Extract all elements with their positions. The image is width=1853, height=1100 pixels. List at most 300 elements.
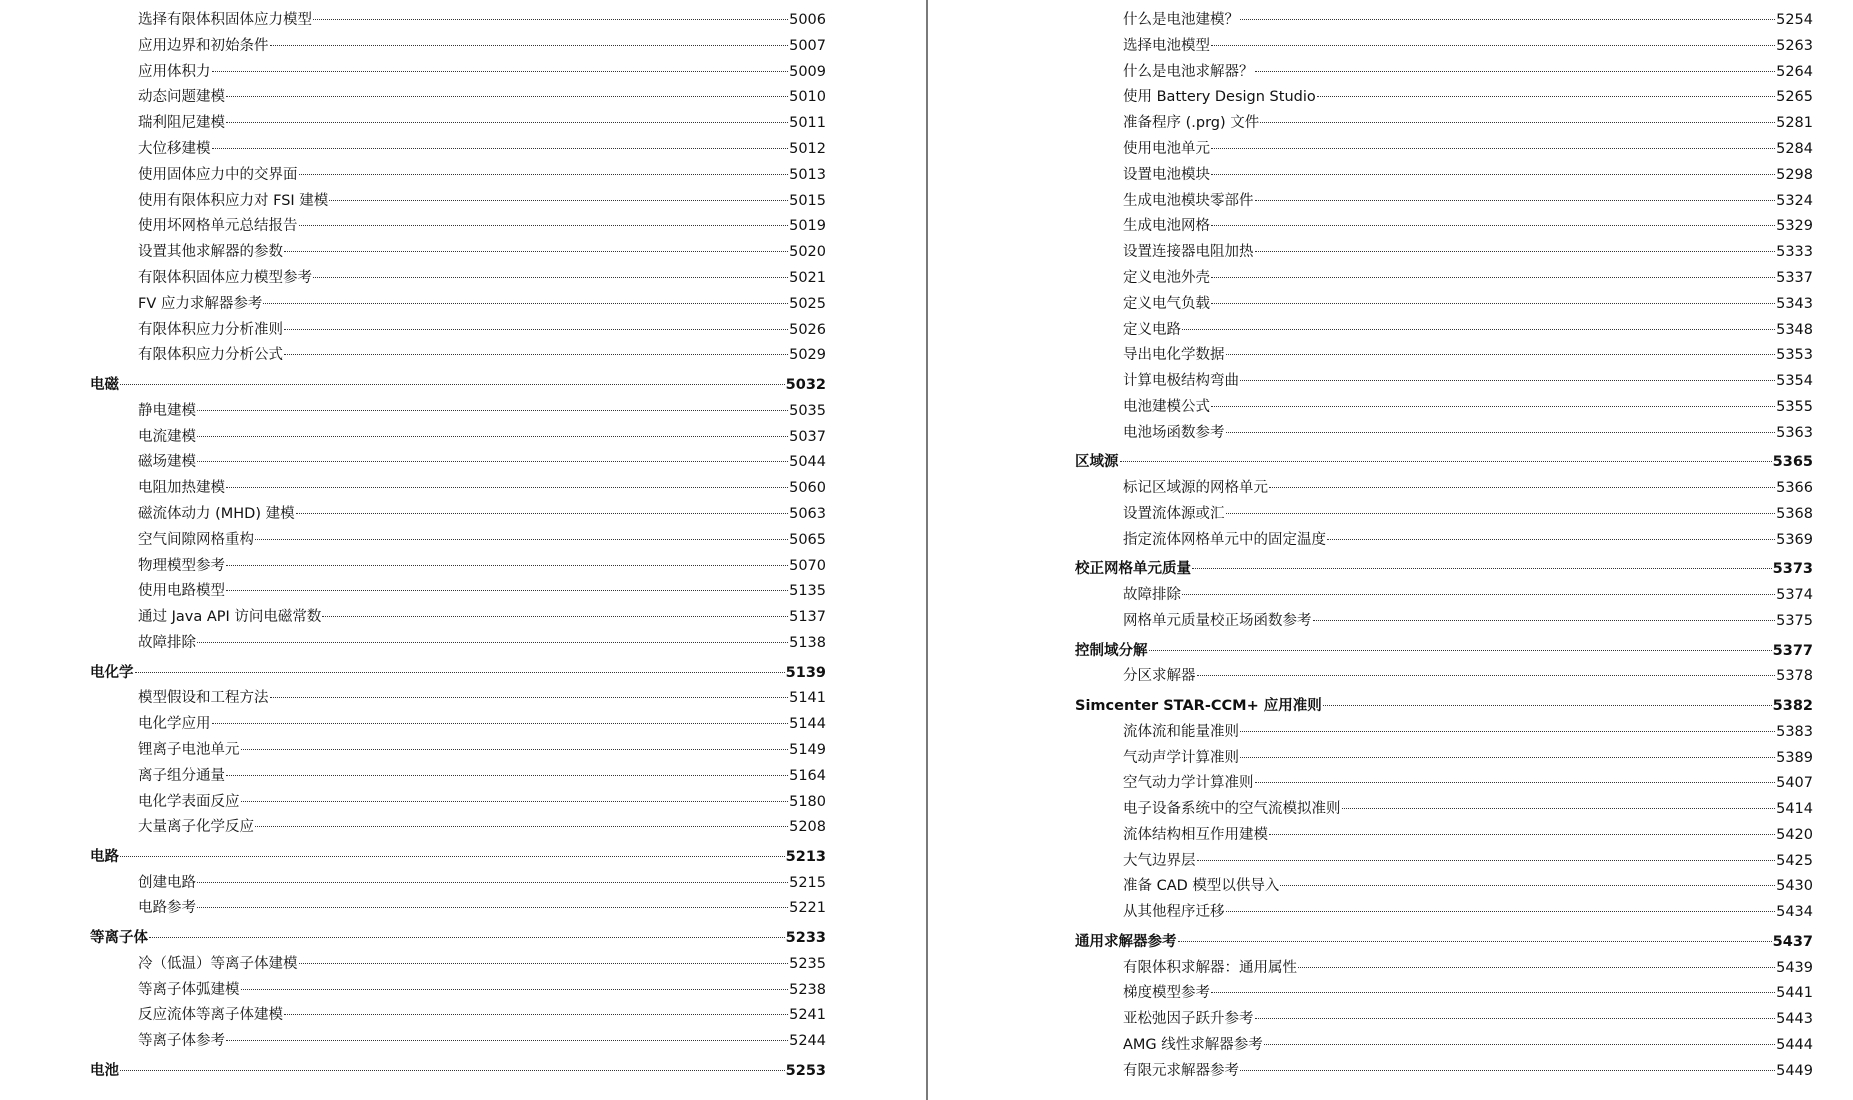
toc-section-entry[interactable] [0,85,826,111]
toc-entry-title[interactable]: 电化学 [90,664,134,681]
dot-leader [322,616,788,617]
toc-section-entry[interactable] [0,450,826,476]
toc-section-entry[interactable] [929,797,1813,823]
dot-leader [1264,1044,1775,1045]
toc-section-entry[interactable] [0,214,826,240]
dot-leader [197,907,788,908]
toc-section-entry[interactable] [929,746,1813,772]
toc-entry-title[interactable]: 模型假设和工程方法 [138,690,269,707]
toc-chapter-entry[interactable] [929,557,1813,583]
toc-section-entry[interactable] [929,476,1813,502]
toc-section-entry[interactable] [929,395,1813,421]
toc-entry-title[interactable]: 电化学表面反应 [138,793,240,810]
toc-section-entry[interactable] [929,369,1813,395]
toc-page-number[interactable]: 5434 [1776,904,1813,921]
dot-leader [1120,461,1772,462]
toc-section-entry[interactable] [0,425,826,451]
toc-page-number[interactable]: 5235 [789,955,826,972]
toc-entry-title[interactable]: 梯度模型参考 [1123,985,1210,1002]
toc-section-entry[interactable] [929,1033,1813,1059]
toc-entry-title[interactable]: AMG 线性求解器参考 [1123,1037,1263,1054]
toc-section-entry[interactable] [0,631,826,657]
dot-leader [299,225,789,226]
toc-entry-title[interactable]: 定义电路 [1123,321,1181,338]
toc-section-entry[interactable] [0,240,826,266]
toc-entry-title[interactable]: 故障排除 [1123,587,1181,604]
toc-page-number[interactable]: 5383 [1776,723,1813,740]
toc-entry-title[interactable]: 设置电池模块 [1123,166,1210,183]
dot-leader [212,71,789,72]
toc-page-number[interactable]: 5329 [1776,218,1813,235]
toc-page-number[interactable]: 5141 [789,690,826,707]
toc-page-number[interactable]: 5324 [1776,192,1813,209]
toc-entry-title[interactable]: 选择电池模型 [1123,37,1210,54]
toc-entry-title[interactable]: 反应流体等离子体建模 [138,1007,283,1024]
toc-page-number[interactable]: 5012 [789,140,826,157]
toc-chapter-entry[interactable] [0,661,826,687]
dot-leader [1211,225,1775,226]
toc-page-number[interactable]: 5137 [789,609,826,626]
toc-page-number[interactable]: 5444 [1776,1037,1813,1054]
toc-entry-title[interactable]: 使用电池单元 [1123,140,1210,157]
toc-entry-title[interactable]: 物理模型参考 [138,557,225,574]
toc-section-entry[interactable] [0,764,826,790]
toc-entry-title[interactable]: 离子组分通量 [138,767,225,784]
toc-page-number[interactable]: 5343 [1776,295,1813,312]
toc-section-entry[interactable] [0,815,826,841]
dot-leader [1211,406,1775,407]
toc-page-number[interactable]: 5449 [1776,1062,1813,1079]
dot-leader [313,277,788,278]
toc-entry-title[interactable]: 等离子体参考 [138,1033,225,1050]
toc-page-number[interactable]: 5420 [1776,826,1813,843]
dot-leader [1240,757,1775,758]
toc-entry-title[interactable]: 区域源 [1075,454,1119,471]
toc-section-entry[interactable] [0,343,826,369]
toc-section-entry[interactable] [929,34,1813,60]
toc-section-entry[interactable] [0,738,826,764]
toc-entry-title[interactable]: 流体结构相互作用建模 [1123,826,1268,843]
toc-entry-title[interactable]: 标记区域源的网格单元 [1123,480,1268,497]
toc-page-number[interactable]: 5065 [789,531,826,548]
toc-entry-title[interactable]: 有限体积应力分析准则 [138,321,283,338]
toc-section-entry[interactable] [929,900,1813,926]
toc-page-number[interactable]: 5037 [789,428,826,445]
dot-leader [284,251,788,252]
dot-leader [1269,487,1775,488]
toc-page-number[interactable]: 5164 [789,767,826,784]
toc-section-entry[interactable] [929,85,1813,111]
toc-entry-title[interactable]: 亚松弛因子跃升参考 [1123,1011,1254,1028]
toc-entry-title[interactable]: 什么是电池求解器？ [1123,63,1254,80]
toc-page-number[interactable]: 5135 [789,583,826,600]
toc-section-entry[interactable] [929,502,1813,528]
dot-leader [197,882,788,883]
toc-page-number[interactable]: 5441 [1776,985,1813,1002]
toc-page-number[interactable]: 5365 [1772,454,1813,471]
dot-leader [299,963,789,964]
toc-page-number[interactable]: 5354 [1776,373,1813,390]
toc-entry-title[interactable]: 指定流体网格单元中的固定温度 [1123,531,1326,548]
toc-page-number[interactable]: 5060 [789,480,826,497]
toc-page-number[interactable]: 5430 [1776,878,1813,895]
toc-entry-title[interactable]: 磁场建模 [138,454,196,471]
toc-page-number[interactable]: 5264 [1776,63,1813,80]
toc-page-number[interactable]: 5253 [785,1062,826,1079]
toc-entry-title[interactable]: 生成电池模块零部件 [1123,192,1254,209]
dot-leader [296,513,788,514]
toc-entry-title[interactable]: 计算电极结构弯曲 [1123,373,1239,390]
dot-leader [1240,1070,1775,1071]
toc-section-entry[interactable] [929,981,1813,1007]
toc-entry-title[interactable]: 从其他程序迁移 [1123,904,1225,921]
dot-leader [1211,174,1775,175]
toc-entry-title[interactable]: 使用有限体积应力对 FSI 建模 [138,192,329,209]
toc-page-number[interactable]: 5439 [1776,959,1813,976]
toc-page-number[interactable]: 5007 [789,37,826,54]
toc-section-entry[interactable] [0,686,826,712]
toc-page-right [929,8,1853,1085]
toc-page-number[interactable]: 5348 [1776,321,1813,338]
toc-section-entry[interactable] [0,292,826,318]
toc-chapter-entry[interactable] [0,373,826,399]
toc-entry-title[interactable]: 空气间隙网格重构 [138,531,254,548]
toc-section-entry[interactable] [0,896,826,922]
toc-section-entry[interactable] [0,189,826,215]
toc-section-entry[interactable] [929,528,1813,554]
toc-chapter-entry[interactable] [0,1059,826,1085]
toc-page-number[interactable]: 5414 [1776,801,1813,818]
toc-section-entry[interactable] [929,189,1813,215]
toc-section-entry[interactable] [929,8,1813,34]
toc-section-entry[interactable] [929,318,1813,344]
toc-section-entry[interactable] [0,476,826,502]
toc-entry-title[interactable]: 校正网格单元质量 [1075,561,1191,578]
toc-section-entry[interactable] [0,605,826,631]
toc-entry-title[interactable]: 使用固体应力中的交界面 [138,166,298,183]
toc-entry-title[interactable]: 准备 CAD 模型以供导入 [1123,878,1280,895]
toc-page-number[interactable]: 5026 [789,321,826,338]
toc-page-number[interactable]: 5233 [785,930,826,947]
toc-section-entry[interactable] [929,664,1813,690]
dot-leader [1255,71,1776,72]
toc-section-entry[interactable] [929,823,1813,849]
toc-section-entry[interactable] [929,214,1813,240]
toc-section-entry[interactable] [929,111,1813,137]
toc-page-number[interactable]: 5378 [1776,668,1813,685]
toc-section-entry[interactable] [0,399,826,425]
toc-page-number[interactable]: 5138 [789,634,826,651]
toc-page-number[interactable]: 5265 [1776,89,1813,106]
toc-entry-title[interactable]: 大位移建模 [138,140,211,157]
toc-entry-title[interactable]: 通用求解器参考 [1075,933,1177,950]
dot-leader [241,801,789,802]
toc-page-number[interactable]: 5407 [1776,775,1813,792]
dot-leader [1226,432,1776,433]
toc-page-number[interactable]: 5437 [1772,933,1813,950]
toc-entry-title[interactable]: 电池建模公式 [1123,398,1210,415]
toc-entry-title[interactable]: 有限体积求解器：通用属性 [1123,959,1297,976]
dot-leader [226,487,788,488]
toc-section-entry[interactable] [929,609,1813,635]
toc-section-entry[interactable] [0,318,826,344]
toc-entry-title[interactable]: 应用边界和初始条件 [138,37,269,54]
dot-leader [241,749,789,750]
toc-page-number[interactable]: 5333 [1776,244,1813,261]
toc-entry-title[interactable]: 电路 [90,848,119,865]
toc-page-number[interactable]: 5215 [789,874,826,891]
dot-leader [255,826,788,827]
toc-page-number[interactable]: 5374 [1776,587,1813,604]
toc-section-entry[interactable] [0,579,826,605]
toc-entry-title[interactable]: 冷（低温）等离子体建模 [138,955,298,972]
toc-entry-title[interactable]: 气动声学计算准则 [1123,749,1239,766]
toc-page-number[interactable]: 5149 [789,741,826,758]
dot-leader [1260,122,1775,123]
toc-chapter-entry[interactable] [0,845,826,871]
toc-page-number[interactable]: 5010 [789,89,826,106]
toc-entry-title[interactable]: 电磁 [90,376,119,393]
toc-entry-title[interactable]: 定义电气负载 [1123,295,1210,312]
dot-leader [135,672,785,673]
toc-entry-title[interactable]: 故障排除 [138,634,196,651]
toc-page-number[interactable]: 5032 [785,376,826,393]
toc-entry-title[interactable]: 电子设备系统中的空气流模拟准则 [1123,801,1341,818]
toc-section-entry[interactable] [929,266,1813,292]
toc-section-entry[interactable] [0,163,826,189]
toc-section-entry[interactable] [929,1007,1813,1033]
toc-page-number[interactable]: 5263 [1776,37,1813,54]
toc-entry-title[interactable]: 导出电化学数据 [1123,347,1225,364]
toc-page-number[interactable]: 5180 [789,793,826,810]
toc-section-entry[interactable] [929,60,1813,86]
toc-section-entry[interactable] [0,528,826,554]
toc-entry-title[interactable]: 设置流体源或汇 [1123,505,1225,522]
toc-entry-title[interactable]: 电流建模 [138,428,196,445]
toc-page-number[interactable]: 5139 [785,664,826,681]
toc-page-number[interactable]: 5035 [789,402,826,419]
toc-page-number[interactable]: 5238 [789,981,826,998]
toc-page-number[interactable]: 5368 [1776,505,1813,522]
dot-leader [284,1014,788,1015]
toc-section-entry[interactable] [929,343,1813,369]
toc-chapter-entry[interactable] [929,450,1813,476]
dot-leader [226,1040,788,1041]
toc-chapter-entry[interactable] [929,639,1813,665]
toc-page-number[interactable]: 5009 [789,63,826,80]
dot-leader [1197,675,1776,676]
toc-entry-title[interactable]: 使用 Battery Design Studio [1123,89,1316,106]
toc-entry-title[interactable]: 空气动力学计算准则 [1123,775,1254,792]
toc-page-number[interactable]: 5029 [789,347,826,364]
toc-entry-title[interactable]: 电阻加热建模 [138,480,225,497]
dot-leader [1211,303,1775,304]
toc-section-entry[interactable] [0,952,826,978]
toc-page-number[interactable]: 5337 [1776,269,1813,286]
dot-leader [1192,568,1772,569]
toc-chapter-entry[interactable] [929,694,1813,720]
toc-section-entry[interactable] [0,502,826,528]
dot-leader [1211,45,1775,46]
toc-entry-title[interactable]: 瑞利阻尼建模 [138,115,225,132]
toc-entry-title[interactable]: 通过 Java API 访问电磁常数 [138,609,322,626]
dot-leader [226,590,788,591]
toc-entry-title[interactable]: 分区求解器 [1123,668,1196,685]
dot-leader [1317,96,1775,97]
toc-page-number[interactable]: 5443 [1776,1011,1813,1028]
toc-page-number[interactable]: 5006 [789,12,826,28]
dot-leader [1313,620,1776,621]
toc-entry-title[interactable]: 磁流体动力 (MHD) 建模 [138,505,295,522]
toc-entry-title[interactable]: 有限体积固体应力模型参考 [138,269,312,286]
toc-entry-title[interactable]: 有限体积应力分析公式 [138,347,283,364]
toc-section-entry[interactable] [0,554,826,580]
toc-section-entry[interactable] [929,849,1813,875]
toc-page-number[interactable]: 5241 [789,1007,826,1024]
toc-entry-title[interactable]: 定义电池外壳 [1123,269,1210,286]
dot-leader [1226,354,1776,355]
toc-section-entry[interactable] [0,871,826,897]
toc-page-number[interactable]: 5382 [1772,697,1813,714]
toc-entry-title[interactable]: 静电建模 [138,402,196,419]
dot-leader [1255,251,1776,252]
toc-entry-title[interactable]: 创建电路 [138,874,196,891]
toc-page-number[interactable]: 5070 [789,557,826,574]
toc-page-number[interactable]: 5373 [1772,561,1813,578]
toc-page-number[interactable]: 5244 [789,1033,826,1050]
toc-section-entry[interactable] [929,956,1813,982]
toc-section-entry[interactable] [0,1029,826,1055]
dot-leader [263,303,788,304]
toc-section-entry[interactable] [0,60,826,86]
toc-entry-title[interactable]: 大气边界层 [1123,852,1196,869]
toc-section-entry[interactable] [0,34,826,60]
toc-page-number[interactable]: 5366 [1776,480,1813,497]
toc-entry-title[interactable]: 控制域分解 [1075,642,1148,659]
toc-section-entry[interactable] [0,712,826,738]
toc-page-number[interactable]: 5369 [1776,531,1813,548]
toc-entry-title[interactable]: 网格单元质量校正场函数参考 [1123,612,1312,629]
toc-section-entry[interactable] [929,720,1813,746]
dot-leader [1255,200,1776,201]
dot-leader [299,174,789,175]
toc-entry-title[interactable]: 生成电池网格 [1123,218,1210,235]
toc-page-number[interactable]: 5019 [789,218,826,235]
toc-entry-title[interactable]: 电化学应用 [138,716,211,733]
toc-section-entry[interactable] [929,771,1813,797]
toc-page-number[interactable]: 5298 [1776,166,1813,183]
dot-leader [1226,911,1776,912]
toc-entry-title[interactable]: 有限元求解器参考 [1123,1062,1239,1079]
toc-section-entry[interactable] [929,583,1813,609]
toc-page-number[interactable]: 5377 [1772,642,1813,659]
toc-page-number[interactable]: 5353 [1776,347,1813,364]
toc-section-entry[interactable] [929,163,1813,189]
toc-page-number[interactable]: 5254 [1776,12,1813,28]
toc-chapter-entry[interactable] [929,930,1813,956]
toc-entry-title[interactable]: 什么是电池建模？ [1123,12,1239,28]
toc-entry-title[interactable]: 电路参考 [138,900,196,917]
dot-leader [1342,808,1776,809]
toc-page-number[interactable]: 5425 [1776,852,1813,869]
toc-section-entry[interactable] [929,292,1813,318]
toc-page-number[interactable]: 5208 [789,819,826,836]
toc-page-number[interactable]: 5284 [1776,140,1813,157]
toc-entry-title[interactable]: 电池场函数参考 [1123,424,1225,441]
toc-entry-title[interactable]: 大量离子化学反应 [138,819,254,836]
toc-entry-title[interactable]: 应用体积力 [138,63,211,80]
dot-leader [270,697,789,698]
toc-entry-title[interactable]: 锂离子电池单元 [138,741,240,758]
toc-page-number[interactable]: 5021 [789,269,826,286]
toc-page-number[interactable]: 5015 [789,192,826,209]
toc-page-number[interactable]: 5025 [789,295,826,312]
toc-section-entry[interactable] [929,137,1813,163]
toc-entry-title[interactable]: 选择有限体积固体应力模型 [138,12,312,28]
toc-section-entry[interactable] [0,266,826,292]
dot-leader [120,1070,785,1071]
dot-leader [1211,992,1775,993]
toc-page-number[interactable]: 5044 [789,454,826,471]
toc-page-number[interactable]: 5213 [785,848,826,865]
dot-leader [197,436,788,437]
toc-section-entry[interactable] [0,111,826,137]
toc-page-number[interactable]: 5011 [789,115,826,132]
toc-section-entry[interactable] [0,978,826,1004]
dot-leader [1211,277,1775,278]
toc-section-entry[interactable] [929,421,1813,447]
toc-entry-title[interactable]: 使用电路模型 [138,583,225,600]
dot-leader [197,642,788,643]
toc-section-entry[interactable] [929,874,1813,900]
dot-leader [226,122,788,123]
toc-page-number[interactable]: 5281 [1776,115,1813,132]
toc-section-entry[interactable] [0,790,826,816]
toc-page-number[interactable]: 5063 [789,505,826,522]
toc-entry-title[interactable]: Simcenter STAR-CCM+ 应用准则 [1075,697,1322,714]
toc-chapter-entry[interactable] [0,926,826,952]
toc-section-entry[interactable] [0,1003,826,1029]
toc-entry-title[interactable]: 准备程序 (.prg) 文件 [1123,115,1260,132]
toc-page-number[interactable]: 5363 [1776,424,1813,441]
toc-section-entry[interactable] [929,1059,1813,1085]
dot-leader [1182,329,1775,330]
toc-section-entry[interactable] [929,240,1813,266]
toc-page-number[interactable]: 5389 [1776,749,1813,766]
dot-leader [1149,650,1772,651]
toc-section-entry[interactable] [0,137,826,163]
dot-leader [284,329,788,330]
toc-page-number[interactable]: 5013 [789,166,826,183]
toc-entry-title[interactable]: FV 应力求解器参考 [138,295,263,312]
toc-page-number[interactable]: 5221 [789,900,826,917]
dot-leader [284,354,788,355]
toc-page-number[interactable]: 5375 [1776,612,1813,629]
toc-entry-title[interactable]: 电池 [90,1062,119,1079]
toc-section-entry[interactable] [0,8,826,34]
toc-entry-title[interactable]: 等离子体 [90,930,148,947]
toc-entry-title[interactable]: 使用坏网格单元总结报告 [138,218,298,235]
toc-entry-title[interactable]: 设置连接器电阻加热 [1123,244,1254,261]
toc-page-number[interactable]: 5355 [1776,398,1813,415]
dot-leader [226,775,788,776]
toc-entry-title[interactable]: 动态问题建模 [138,89,225,106]
toc-entry-title[interactable]: 等离子体弧建模 [138,981,240,998]
toc-entry-title[interactable]: 设置其他求解器的参数 [138,244,283,261]
toc-page-number[interactable]: 5144 [789,716,826,733]
toc-page-number[interactable]: 5020 [789,244,826,261]
toc-entry-title[interactable]: 流体流和能量准则 [1123,723,1239,740]
